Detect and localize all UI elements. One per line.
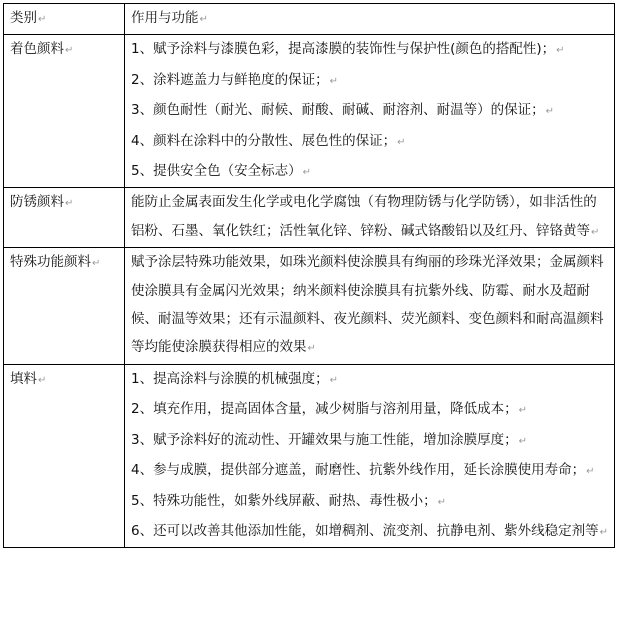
paragraph-mark-icon: ↵	[599, 526, 608, 538]
function-line	[131, 517, 610, 547]
paragraph-mark-icon: ↵	[329, 374, 338, 386]
function-line	[131, 96, 610, 126]
category-label: 防锈颜料	[10, 194, 64, 211]
paragraph-mark-icon: ↵	[199, 14, 208, 25]
header-function-label: 作用与功能	[131, 10, 199, 26]
header-cell-category	[4, 4, 125, 35]
category-cell	[4, 248, 125, 365]
paragraph-mark-icon: ↵	[397, 136, 406, 148]
function-paragraph	[131, 248, 610, 364]
paragraph-mark-icon: ↵	[92, 258, 101, 270]
paragraph-mark-icon: ↵	[518, 405, 527, 417]
function-line	[131, 395, 610, 425]
paragraph-mark-icon: ↵	[307, 343, 316, 355]
function-line-text: 5、特殊功能性，如紫外线屏蔽、耐热、毒性极小；	[131, 492, 437, 509]
paragraph-mark-icon: ↵	[329, 75, 338, 87]
paragraph-mark-icon: ↵	[545, 106, 554, 118]
table-row	[4, 364, 615, 547]
category-cell	[4, 364, 125, 547]
function-paragraph-text: 能防止金属表面发生化学或电化学腐蚀（有物理防锈与化学防锈），如非活性的铝粉、石墨、氧化铁红；活性氧化锌、锌粉、碱式铬酸铅以及红丹、锌铬黄等	[131, 194, 597, 239]
function-line-text: 1、提高涂料与涂膜的机械强度；	[131, 370, 329, 387]
function-paragraph	[131, 188, 610, 247]
paragraph-mark-icon: ↵	[38, 374, 47, 386]
function-line-text: 5、提供安全色（安全标志）	[131, 163, 302, 180]
function-line	[131, 157, 610, 187]
function-line-text: 2、涂料遮盖力与鲜艳度的保证；	[131, 71, 329, 88]
pigment-function-table	[3, 3, 615, 548]
function-line	[131, 426, 610, 456]
paragraph-mark-icon: ↵	[586, 466, 595, 478]
paragraph-mark-icon: ↵	[437, 496, 446, 508]
paragraph-mark-icon: ↵	[302, 167, 311, 179]
function-line-text: 4、参与成膜，提供部分遮盖，耐磨性、抗紫外线作用，延长涂膜使用寿命；	[131, 462, 586, 479]
header-cell-function	[125, 4, 615, 35]
category-label: 填料	[10, 370, 37, 387]
category-label: 特殊功能颜料	[10, 254, 91, 271]
header-category-label: 类别	[10, 10, 37, 26]
function-cell	[125, 188, 615, 248]
function-line-text: 1、赋予涂料与漆膜色彩，提高漆膜的装饰性与保护性(颜色的搭配性)；	[131, 41, 556, 58]
category-cell	[4, 188, 125, 248]
function-cell	[125, 248, 615, 365]
function-line-text: 3、赋予涂料好的流动性、开罐效果与施工性能，增加涂膜厚度；	[131, 431, 518, 448]
paragraph-mark-icon: ↵	[591, 226, 600, 238]
function-line-text: 4、颜料在涂料中的分散性、展色性的保证；	[131, 132, 397, 149]
function-line	[131, 127, 610, 157]
table-header-row	[4, 4, 615, 35]
paragraph-mark-icon: ↵	[38, 14, 47, 25]
function-cell	[125, 364, 615, 547]
paragraph-mark-icon: ↵	[65, 198, 74, 210]
category-cell	[4, 35, 125, 188]
table-row	[4, 248, 615, 365]
function-line	[131, 487, 610, 517]
table-row	[4, 35, 615, 188]
function-line-text: 3、颜色耐性（耐光、耐候、耐酸、耐碱、耐溶剂、耐温等）的保证；	[131, 102, 545, 119]
paragraph-mark-icon: ↵	[65, 45, 74, 57]
function-line	[131, 456, 610, 486]
function-line	[131, 35, 610, 65]
function-line-text: 6、还可以改善其他添加性能，如增稠剂、流变剂、抗静电剂、紫外线稳定剂等	[131, 522, 599, 539]
function-cell	[125, 35, 615, 188]
function-paragraph-text: 赋予涂层特殊功能效果，如珠光颜料使涂膜具有绚丽的珍珠光泽效果；金属颜料使涂膜具有金属闪光效果；纳米颜料使涂膜具有抗紫外线、防霉、耐水及超耐候、耐温等效果；还有示温颜料、夜光颜料、荧光颜料、变色颜料和耐高温颜料等均能使涂膜获得相应的效果	[131, 254, 604, 356]
paragraph-mark-icon: ↵	[518, 435, 527, 447]
function-line	[131, 66, 610, 96]
function-line-text: 2、填充作用，提高固体含量，减少树脂与溶剂用量，降低成本；	[131, 401, 518, 418]
paragraph-mark-icon: ↵	[556, 45, 565, 57]
category-label: 着色颜料	[10, 41, 64, 58]
table-row	[4, 188, 615, 248]
function-line	[131, 365, 610, 395]
